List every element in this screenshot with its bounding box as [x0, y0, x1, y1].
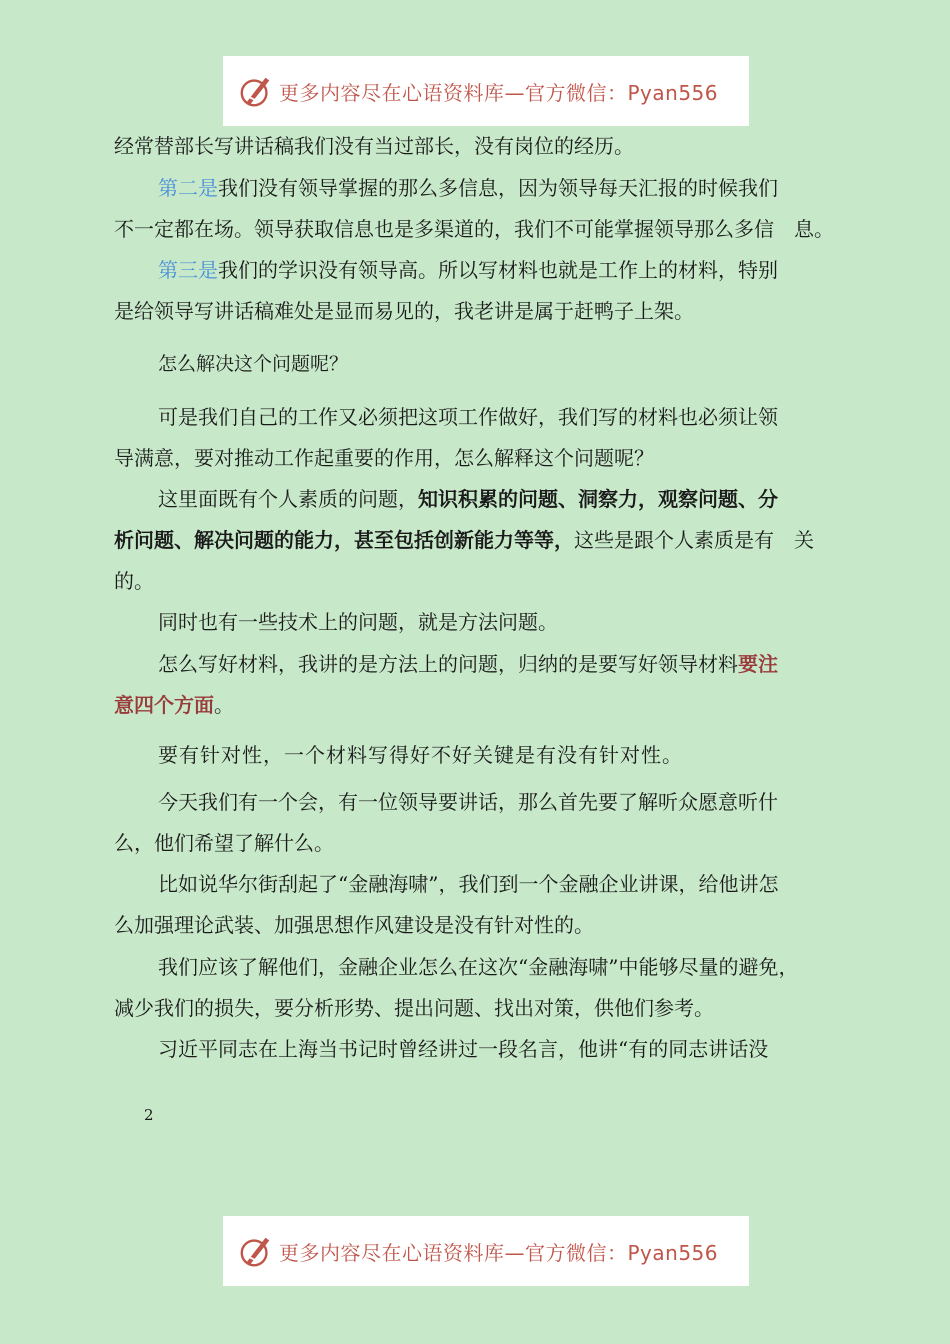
paragraph-line: 今天我们有一个会，有一位领导要讲话，那么首先要了解听众愿意听什: [158, 790, 778, 814]
paragraph-line: 可是我们自己的工作又必须把这项工作做好，我们写的材料也必须让领: [158, 405, 778, 429]
subheading-line: 要有针对性，一个材料写得好不好关键是有没有针对性。: [158, 743, 683, 767]
banner-text: 更多内容尽在心语资料库—官方微信：Pyan556: [279, 1240, 719, 1265]
highlight-label: 第三是: [158, 258, 218, 282]
paragraph-line: 这里面既有个人素质的问题，知识积累的问题、洞察力，观察问题、分: [158, 487, 778, 511]
paragraph-line: 第三是我们的学识没有领导高。所以写材料也就是工作上的材料，特别: [158, 258, 778, 282]
paragraph-line: 经常替部长写讲话稿我们没有当过部长，没有岗位的经历。: [114, 134, 634, 158]
paragraph-line: 意四个方面。: [114, 693, 234, 717]
quill-pen-logo-icon: [237, 1232, 275, 1270]
paragraph-line: 么加强理论武装、加强思想作风建设是没有针对性的。: [114, 913, 594, 937]
paragraph-line: 是给领导写讲话稿难处是显而易见的，我老讲是属于赶鸭子上架。: [114, 299, 694, 323]
quill-pen-logo-icon: [237, 72, 275, 110]
section-heading: 怎么解决这个问题呢？: [158, 353, 349, 375]
page-number: 2: [144, 1106, 154, 1124]
highlight-label: 第二是: [158, 176, 218, 200]
paragraph-line: 比如说华尔街刮起了“金融海啸”，我们到一个金融企业讲课，给他讲怎: [158, 872, 779, 896]
paragraph-line: 析问题、解决问题的能力，甚至包括创新能力等等，这些是跟个人素质是有 关: [114, 528, 814, 552]
header-banner: [223, 56, 749, 126]
paragraph-line: 同时也有一些技术上的问题，就是方法问题。: [158, 610, 558, 634]
paragraph-line: 不一定都在场。领导获取信息也是多渠道的，我们不可能掌握领导那么多信 息。: [114, 217, 834, 241]
paragraph-line: 么，他们希望了解什么。: [114, 831, 334, 855]
paragraph-line: 第二是我们没有领导掌握的那么多信息，因为领导每天汇报的时候我们: [158, 176, 778, 200]
paragraph-line: 减少我们的损失，要分析形势、提出问题、找出对策，供他们参考。: [114, 996, 714, 1020]
paragraph-line: 怎么写好材料，我讲的是方法上的问题，归纳的是要写好领导材料要注: [158, 652, 778, 676]
paragraph-line: 我们应该了解他们，金融企业怎么在这次“金融海啸”中能够尽量的避免，: [158, 955, 799, 979]
footer-banner: [223, 1216, 749, 1286]
paragraph-line: 导满意，要对推动工作起重要的作用，怎么解释这个问题呢？: [114, 446, 654, 470]
paragraph-line: 的。: [114, 569, 154, 593]
paragraph-line: 习近平同志在上海当书记时曾经讲过一段名言，他讲“有的同志讲话没: [158, 1037, 769, 1061]
banner-text: 更多内容尽在心语资料库—官方微信：Pyan556: [279, 80, 719, 105]
